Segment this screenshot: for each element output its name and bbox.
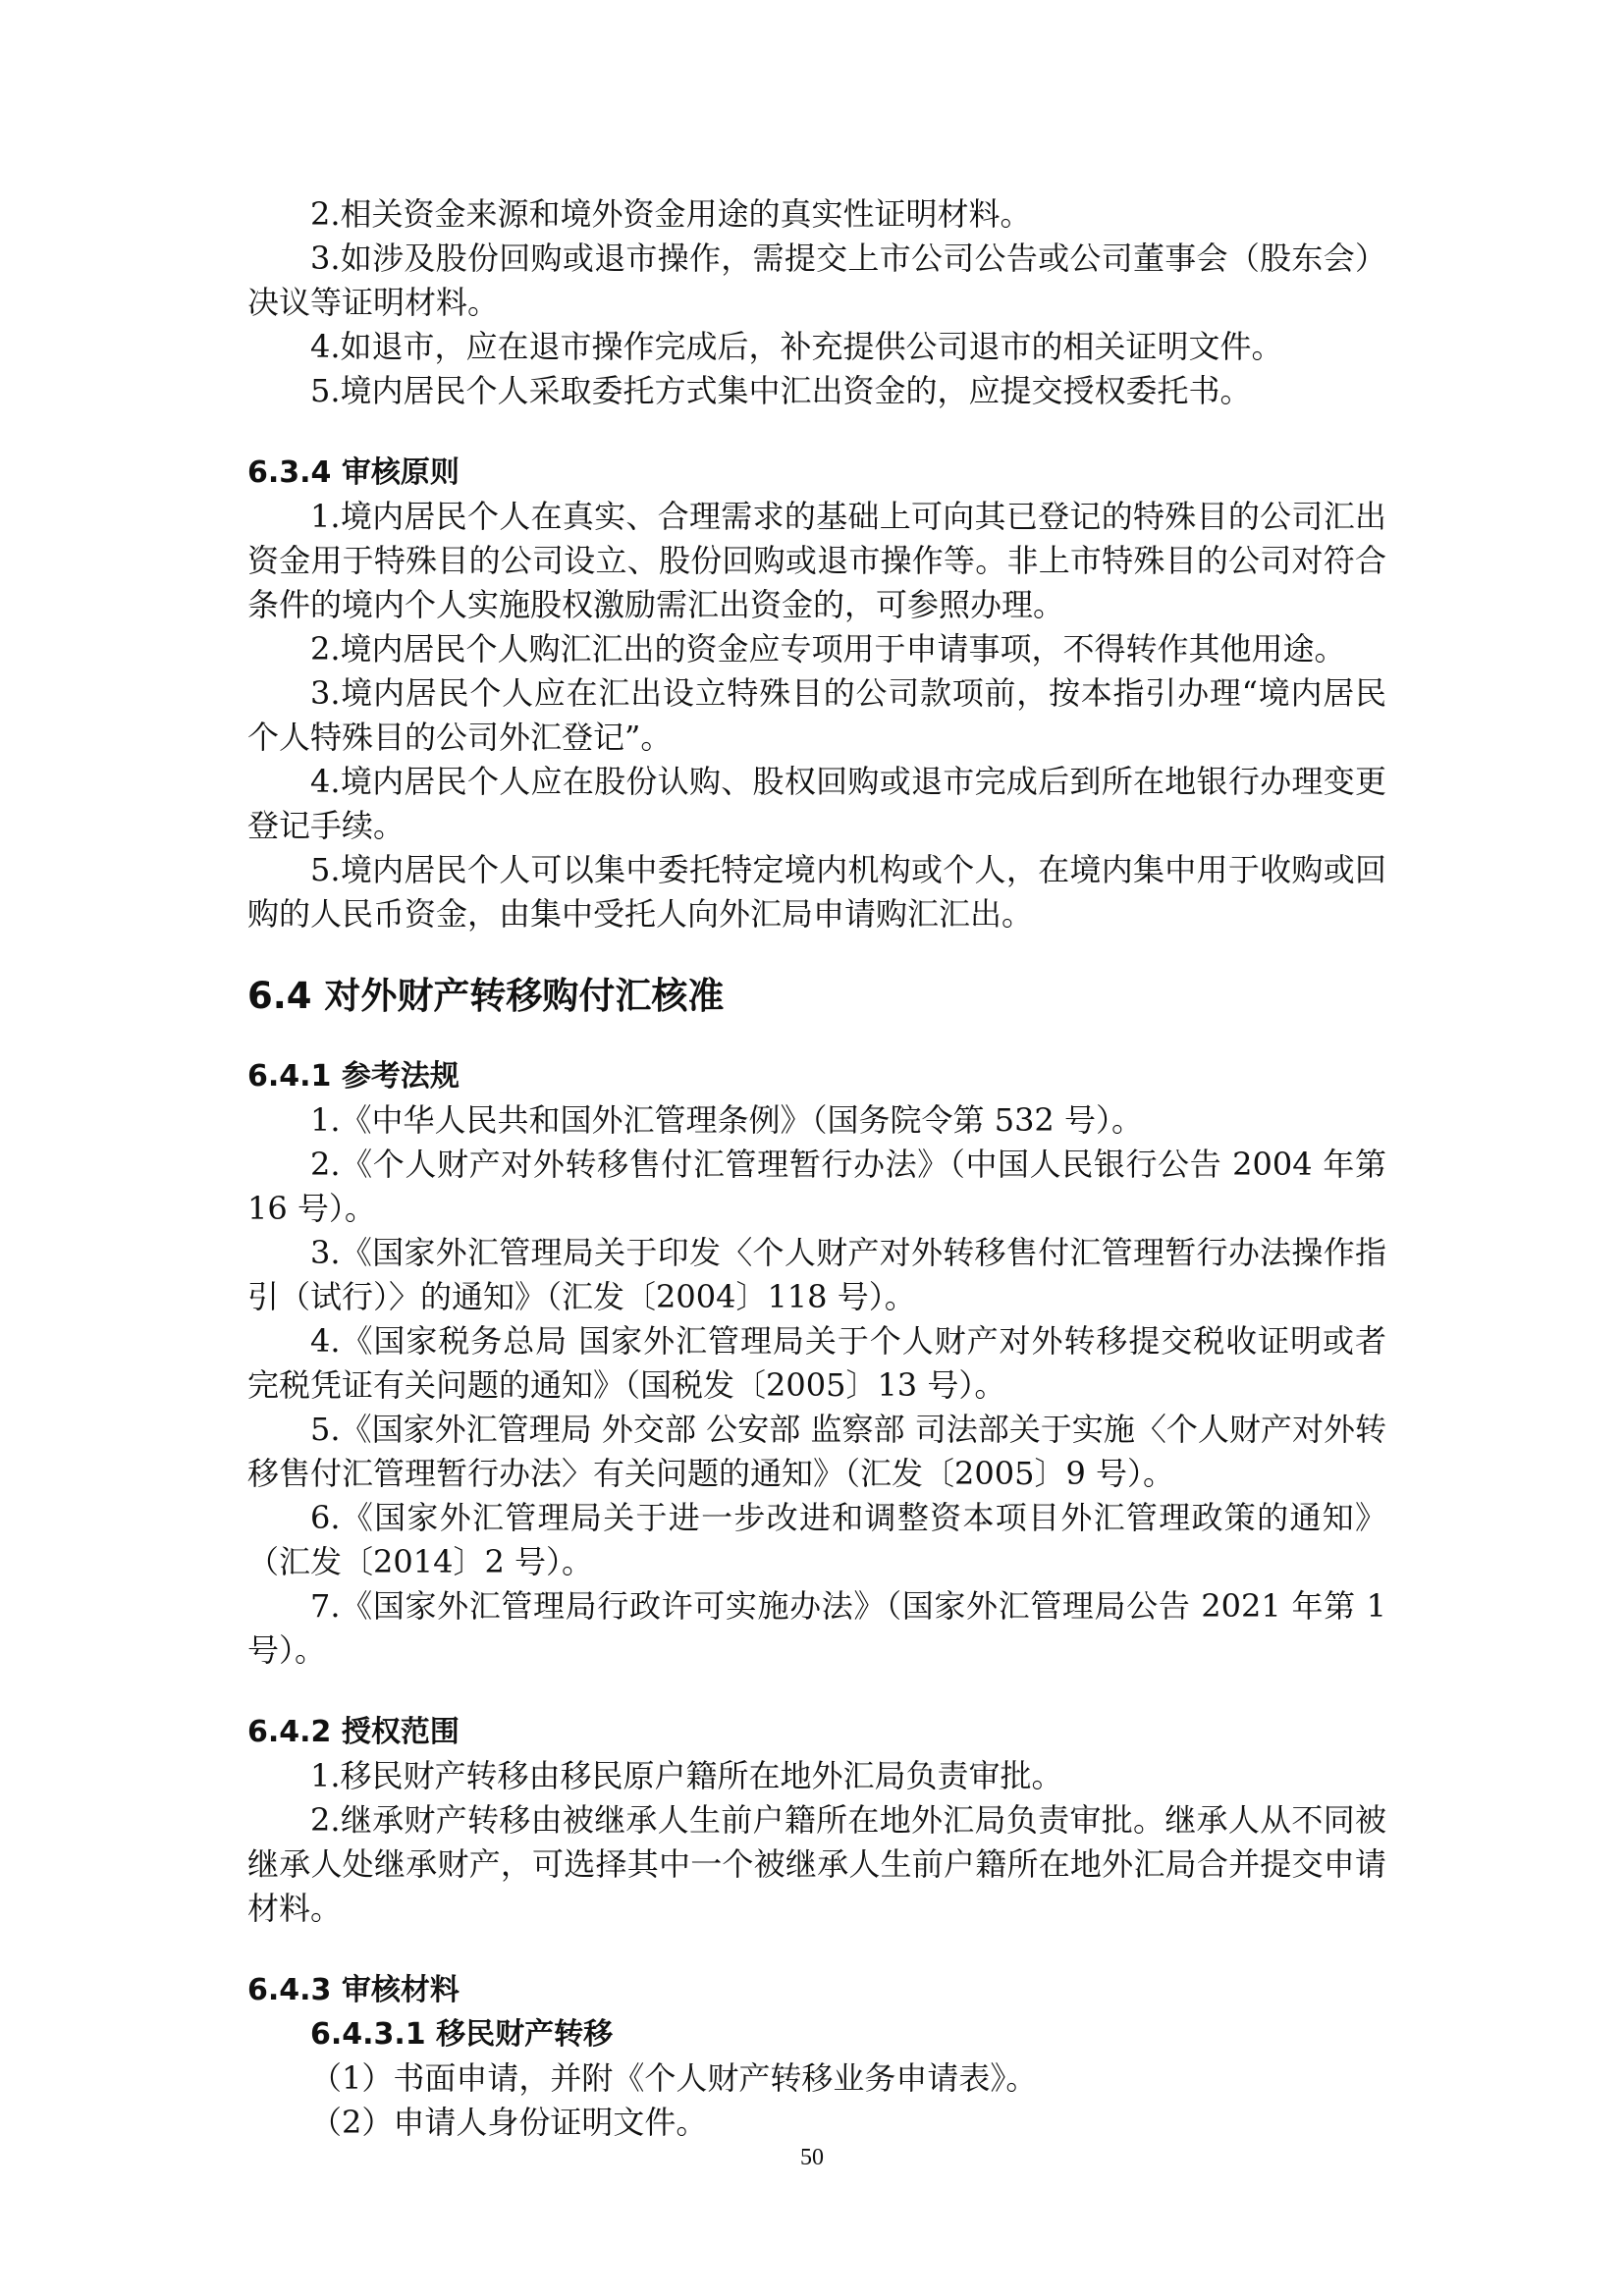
list-item: 5.境内居民个人可以集中委托特定境内机构或个人，在境内集中用于收购或回购的人民币资金，由集中受托人向外汇局申请购汇汇出。: [247, 851, 1386, 933]
list-item: （2）申请人身份证明文件。: [310, 2104, 708, 2141]
list-item: 1.《中华人民共和国外汇管理条例》（国务院令第 532 号）。: [310, 1101, 1143, 1139]
list-item: 2.境内居民个人购汇汇出的资金应专项用于申请事项，不得转作其他用途。: [310, 630, 1346, 667]
list-item: 4.《国家税务总局 国家外汇管理局关于个人财产对外转移提交税收证明或者完税凭证有关问题的通知》（国税发〔2005〕13 号）。: [247, 1322, 1386, 1404]
section-heading-6-4-3: 6.4.3 审核材料: [247, 1973, 460, 2007]
page-content: [247, 192, 1386, 2145]
section-heading-6-3-4: 6.3.4 审核原则: [247, 455, 460, 490]
list-item: 2.继承财产转移由被继承人生前户籍所在地外汇局负责审批。继承人从不同被继承人处继承财产，可选择其中一个被继承人生前户籍所在地外汇局合并提交申请材料。: [247, 1801, 1386, 1927]
section-heading-6-4-3-1: 6.4.3.1 移民财产转移: [310, 2017, 614, 2052]
list-item: 3.境内居民个人应在汇出设立特殊目的公司款项前，按本指引办理“境内居民个人特殊目的公司外汇登记”。: [247, 674, 1386, 756]
list-item: 4.如退市，应在退市操作完成后，补充提供公司退市的相关证明文件。: [310, 328, 1283, 365]
list-item: 5.《国家外汇管理局 外交部 公安部 监察部 司法部关于实施〈个人财产对外转移售付汇管理暂行办法〉有关问题的通知》（汇发〔2005〕9 号）。: [247, 1411, 1386, 1492]
list-item: （1）书面申请，并附《个人财产转移业务申请表》。: [310, 2059, 1038, 2097]
list-item: 6.《国家外汇管理局关于进一步改进和调整资本项目外汇管理政策的通知》（汇发〔2014〕2 号）。: [247, 1499, 1386, 1580]
list-item: 2.相关资金来源和境外资金用途的真实性证明材料。: [310, 195, 1032, 233]
section-heading-6-4-1: 6.4.1 参考法规: [247, 1059, 460, 1094]
list-item: 3.如涉及股份回购或退市操作，需提交上市公司公告或公司董事会（股东会）决议等证明材料。: [247, 240, 1386, 321]
list-item: 1.境内居民个人在真实、合理需求的基础上可向其已登记的特殊目的公司汇出资金用于特殊目的公司设立、股份回购或退市操作等。非上市特殊目的公司对符合条件的境内个人实施股权激励需汇出资金的，可参照办理。: [247, 498, 1386, 623]
list-item: 2.《个人财产对外转移售付汇管理暂行办法》（中国人民银行公告 2004 年第 16 号）。: [247, 1146, 1386, 1227]
section-heading-6-4-2: 6.4.2 授权范围: [247, 1715, 460, 1749]
list-item: 7.《国家外汇管理局行政许可实施办法》（国家外汇管理局公告 2021 年第 1 号）。: [247, 1587, 1386, 1669]
list-item: 3.《国家外汇管理局关于印发〈个人财产对外转移售付汇管理暂行办法操作指引（试行）〉的通知》（汇发〔2004〕118 号）。: [247, 1234, 1386, 1315]
list-item: 1.移民财产转移由移民原户籍所在地外汇局负责审批。: [310, 1757, 1063, 1794]
list-item: 4.境内居民个人应在股份认购、股权回购或退市完成后到所在地银行办理变更登记手续。: [247, 763, 1386, 844]
page-number: 50: [800, 2145, 824, 2170]
section-heading-6-4: 6.4 对外财产转移购付汇核准: [247, 975, 725, 1017]
list-item: 5.境内居民个人采取委托方式集中汇出资金的，应提交授权委托书。: [310, 372, 1252, 409]
